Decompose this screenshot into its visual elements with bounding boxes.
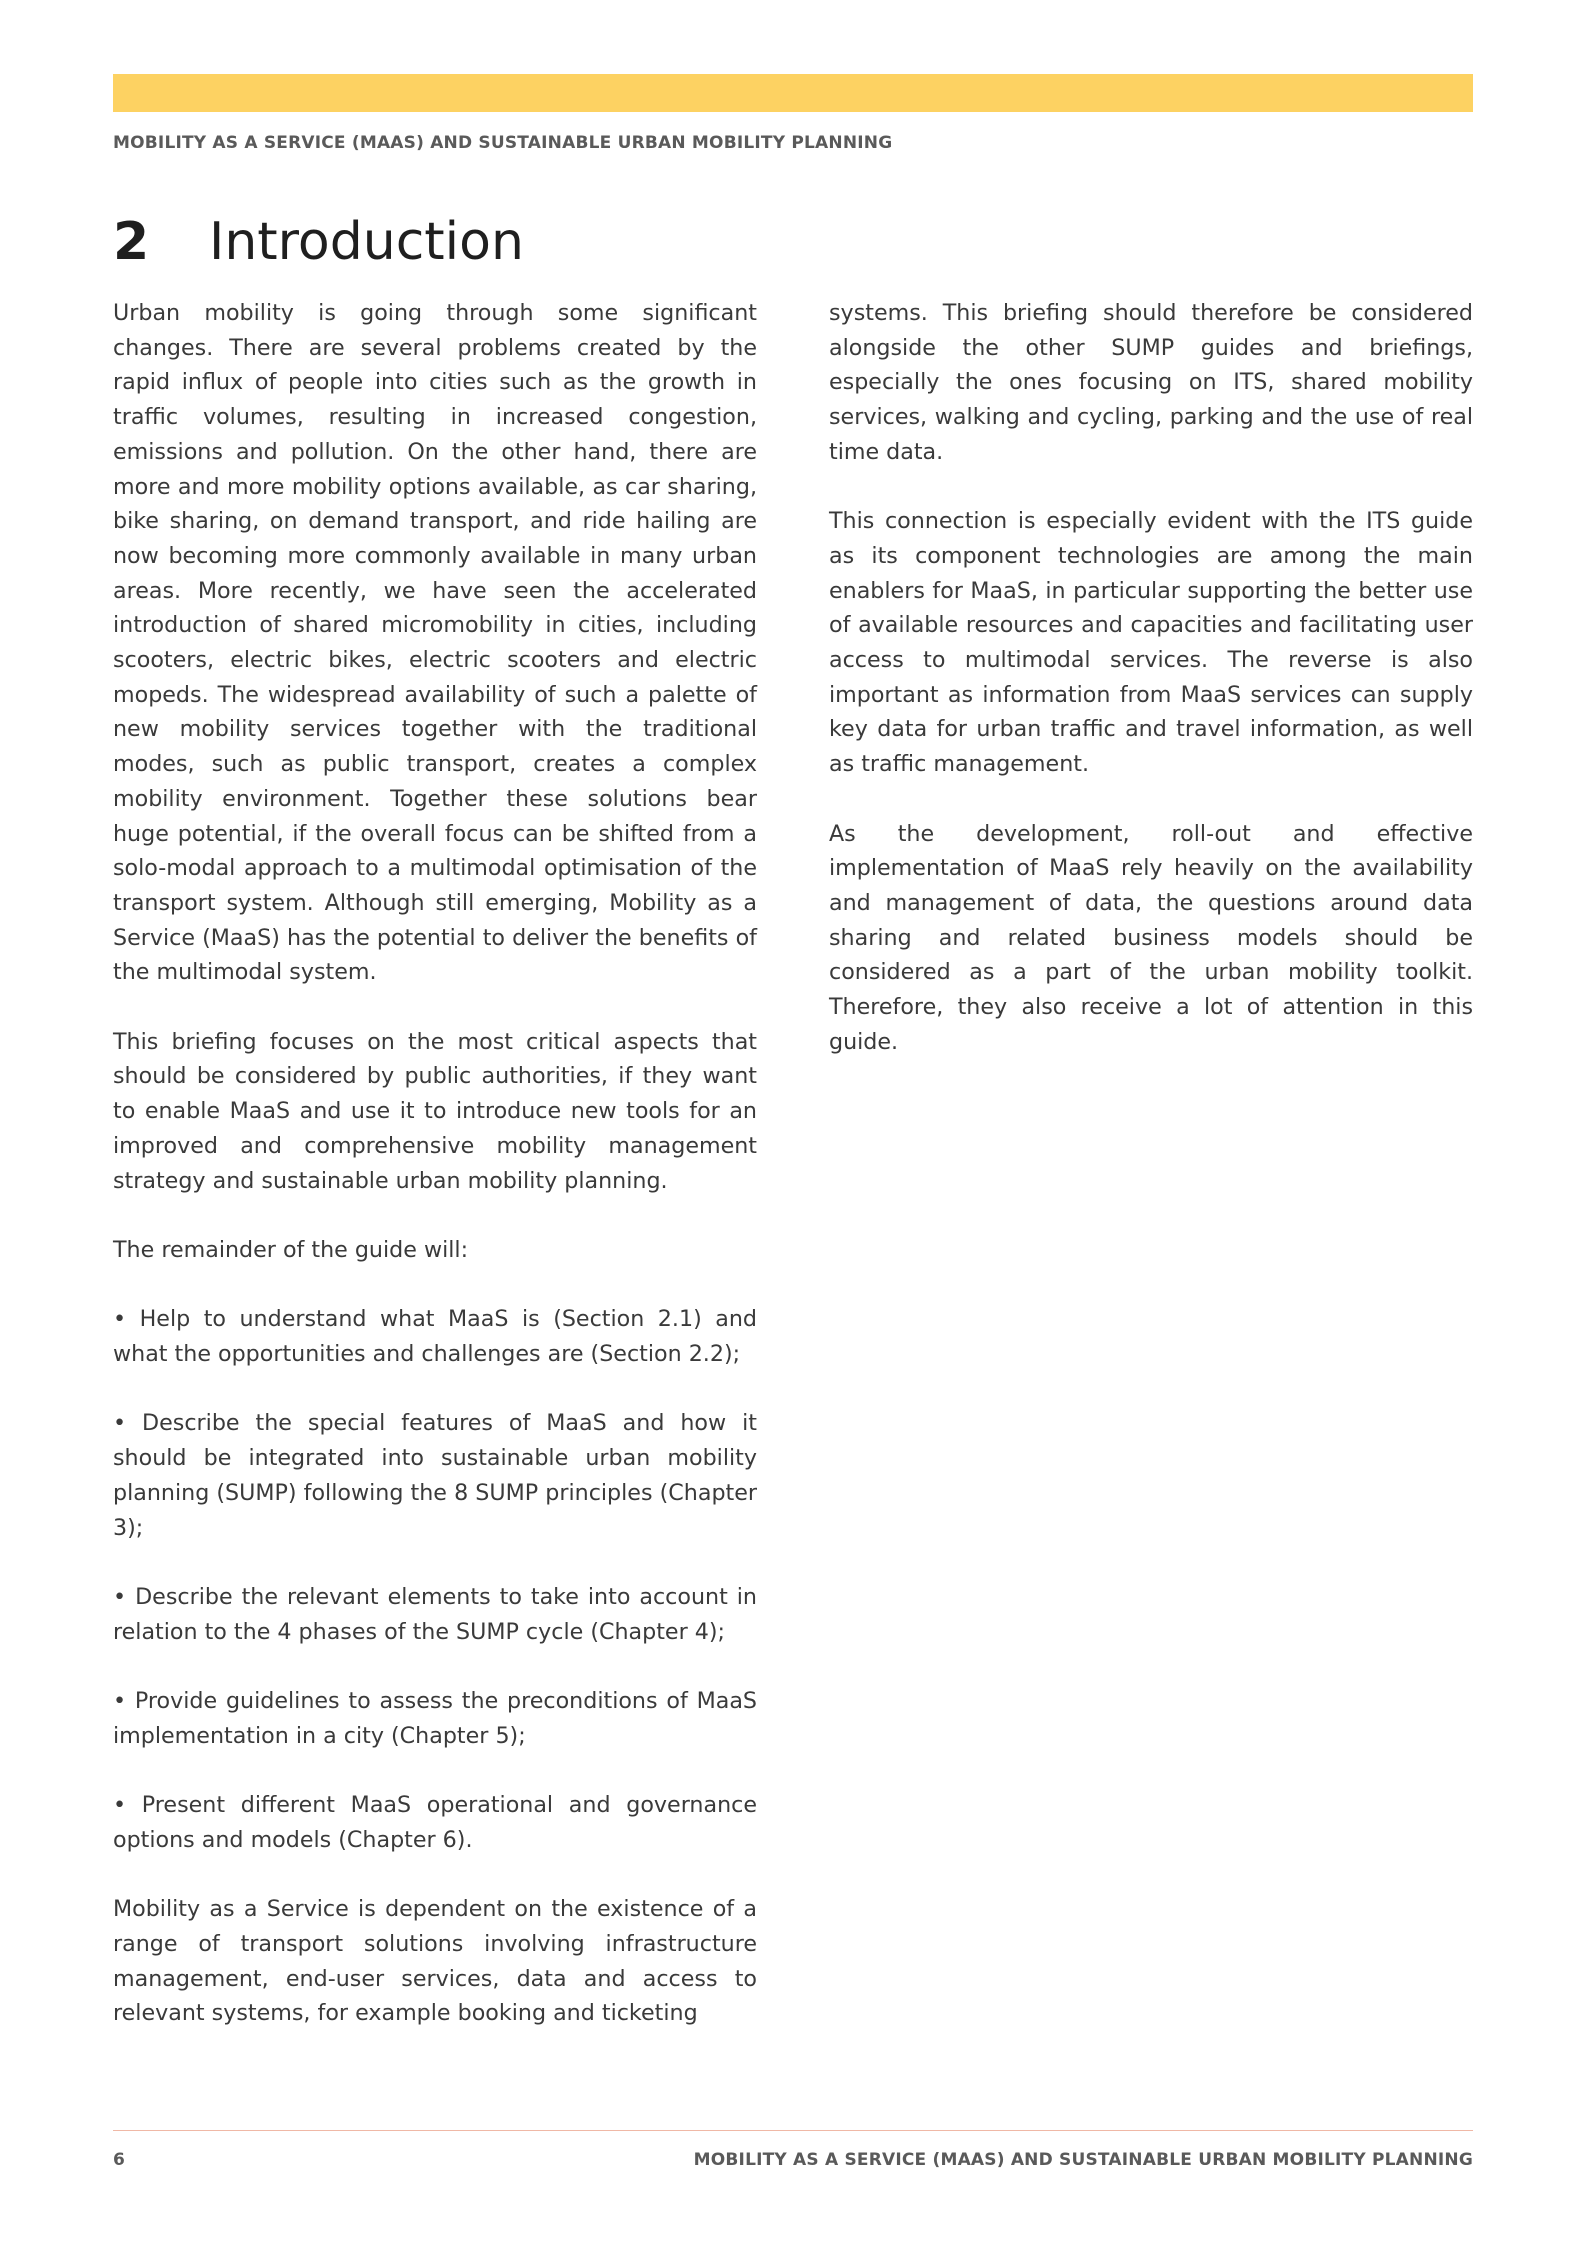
- bullet-item: • Present different MaaS operational and governance options and models (Chapter 6).: [113, 1792, 757, 1853]
- paragraph: Urban mobility is going through some significant changes. There are several problems created by the rapid influx of people into cities such as the growth in traffic volumes, resulting in increased congestion, emissions and pollution. On the other hand, there are more and more mobility options available, as car sharing, bike sharing, on demand transport, and ride hailing are now becoming more commonly available in many urban areas. More recently, we have seen the accelerated introduction of shared micromobility in cities, including scooters, electric bikes, electric scooters and electric mopeds. The widespread availability of such a palette of new mobility services together with the traditional modes, such as public transport, creates a complex mobility environment. Together these solutions bear huge potential, if the overall focus can be shifted from a solo-modal approach to a multimodal optimisation of the transport system. Although still emerging, Mobility as a Service (MaaS) has the potential to deliver the benefits of the multimodal system.: [113, 300, 757, 986]
- left-column: [113, 296, 757, 2031]
- footer-running-title: MOBILITY AS A SERVICE (MAAS) AND SUSTAINABLE URBAN MOBILITY PLANNING: [693, 2150, 1473, 2170]
- paragraph: This connection is especially evident with the ITS guide as its component technologies are among the main enablers for MaaS, in particular supporting the better use of available resources and capacities and facilitating user access to multimodal services. The reverse is also important as information from MaaS services can supply key data for urban traffic and travel information, as well as traffic management.: [829, 508, 1473, 778]
- page-number: 6: [113, 2150, 125, 2170]
- bullet-item: • Help to understand what MaaS is (Section 2.1) and what the opportunities and challenges are (Section 2.2);: [113, 1306, 757, 1368]
- paragraph: The remainder of the guide will:: [113, 1236, 469, 1263]
- footer-divider: [113, 2130, 1473, 2131]
- right-column: [829, 296, 1473, 1059]
- top-accent-band: [113, 74, 1473, 112]
- paragraph: As the development, roll-out and effective implementation of MaaS rely heavily on the availability and management of data, the questions around data sharing and related business models should be considered as a part of the urban mobility toolkit. Therefore, they also receive a lot of attention in this guide.: [829, 820, 1473, 1055]
- section-title: Introduction: [209, 212, 524, 272]
- running-header: MOBILITY AS A SERVICE (MAAS) AND SUSTAINABLE URBAN MOBILITY PLANNING: [113, 133, 893, 153]
- paragraph: This briefing focuses on the most critical aspects that should be considered by public authorities, if they want to enable MaaS and use it to introduce new tools for an improved and comprehensive mobility management strategy and sustainable urban mobility planning.: [113, 1028, 757, 1194]
- section-heading: [113, 212, 524, 272]
- paragraph: systems. This briefing should therefore be considered alongside the other SUMP guides and briefings, especially the ones focusing on ITS, shared mobility services, walking and cycling, parking and the use of real time data.: [829, 300, 1473, 465]
- section-number: 2: [113, 212, 150, 272]
- paragraph: Mobility as a Service is dependent on the existence of a range of transport solutions involving infrastructure management, end-user services, data and access to relevant systems, for example booking and ticketing: [113, 1896, 757, 2027]
- bullet-item: • Provide guidelines to assess the preconditions of MaaS implementation in a city (Chapter 5);: [113, 1688, 757, 1749]
- bullet-item: • Describe the relevant elements to take into account in relation to the 4 phases of the SUMP cycle (Chapter 4);: [113, 1583, 757, 1645]
- bullet-item: • Describe the special features of MaaS and how it should be integrated into sustainable urban mobility planning (SUMP) following the 8 SUMP principles (Chapter 3);: [113, 1410, 757, 1541]
